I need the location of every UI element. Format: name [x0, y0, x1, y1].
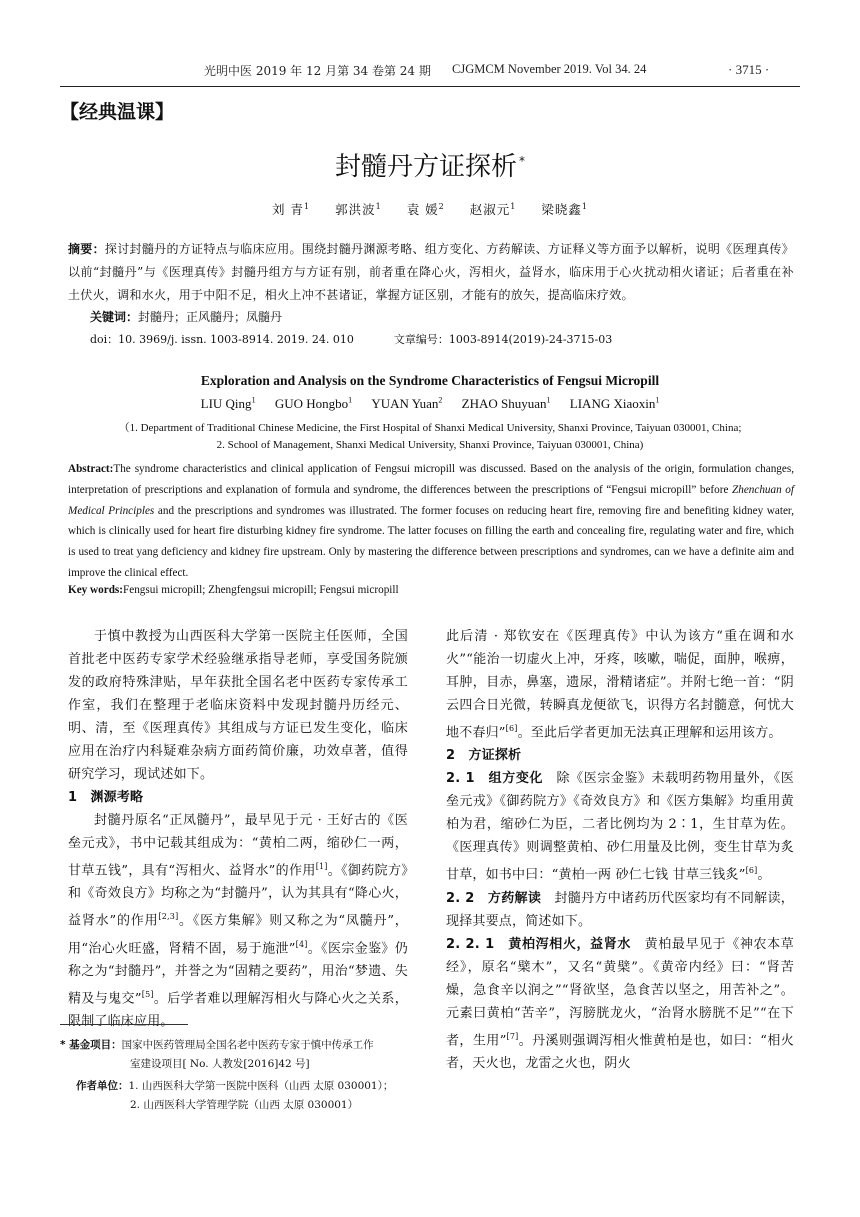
header-journal-en: CJGMCM November 2019. Vol 34. 24 — [452, 62, 647, 76]
heading-1: 1 渊源考略 — [68, 790, 144, 805]
author-en: ZHAO Shuyuan$^1$ — [461, 396, 551, 412]
header-rule — [60, 86, 800, 87]
author-cn: 梁晓鑫$^1$ — [541, 201, 588, 217]
section-tag: 【经典温课】 — [60, 101, 175, 123]
abstract-en-text-1: The syndrome characteristics and clinical application of Fengsui micropill was discussed. Based on the analysis of the origin, formulation changes, interpretation of prescriptions and explanation of formula and syndrome, the differences between the prescriptions of “Fengsui micropill” before — [68, 463, 794, 496]
footnote-rule — [60, 1024, 188, 1025]
keywords-en-label: Key words: — [68, 584, 123, 596]
origin-paragraph: 封髓丹原名“正凤髓丹”，最早见于元 · 王好古的《医垒元戎》，书中记载其组成为：“黄柏二两，缩砂仁一两，甘草五钱”，具有“泻相火、益肾水”的作用[1]。《御药院方》和《奇效良方》均称之为“封髓丹”，认为其具有“降心火，益肾水”的作用[2,3]。《医方集解》则又称之为“凤髓丹”，用“治心火旺盛，肾精不固，易于施泄”[4]。《医宗金鉴》仍称之为“封髓丹”，并誉之为“固精之要药”，用治“梦遗、失精及与鬼交”[5]。后学者难以理解泻相火与降心火之关系，限制了临床应用。 — [68, 813, 408, 1030]
author-en: GUO Hongbo$^1$ — [274, 396, 353, 412]
section-2-2-1: 2. 2. 1 黄柏泻相火，益肾水 黄柏最早见于《神农本草经》，原名“檗木”，又名“黄檗”。《黄帝内经》曰：“肾苦燥，急食辛以润之”“肾欲坚，急食苦以坚之，用苦补之”。元素曰黄柏“苦辛”，泻膀胱龙火，“治肾水膀胱不足”“在下者，生用”[7]。丹溪则强调泻相火惟黄柏是也，如曰：“相火者，天火也，龙雷之火也，阴火 — [446, 936, 794, 1071]
left-column — [68, 625, 408, 1033]
heading-2-2-1: 2. 2. 1 黄柏泻相火，益肾水 — [446, 936, 631, 952]
right-column — [446, 625, 794, 1075]
english-title: Exploration and Analysis on the Syndrome Characteristics of Fengsui Micropill — [200, 373, 660, 388]
keywords-en — [68, 584, 399, 596]
citation: [2,3] — [158, 912, 179, 922]
abstract-cn-label: 摘要： — [68, 242, 105, 256]
citation: [7] — [506, 1031, 519, 1041]
article-title-text: 封髓丹方证探析 — [334, 152, 517, 182]
heading-2-1: 2. 1 组方变化 — [446, 771, 543, 787]
author-cn: 刘 青$^1$ — [272, 201, 311, 217]
section-2-1: 2. 1 组方变化 除《医宗金鉴》未载明药物用量外，《医垒元戎》《御药院方》《奇效良方》和《医方集解》均重用黄柏为君，缩砂仁为臣，二者比例均为 2∶1，生甘草为佐。《医理真传》则调整黄柏、砂仁用量及比例，变生甘草为炙甘草，如书中曰：“黄柏一两 砂仁七钱 甘草三钱炙”[6]。 — [446, 771, 794, 883]
citation: [5] — [141, 989, 154, 999]
citation: [1] — [315, 862, 328, 871]
footnote-fund: * 基金项目：国家中医药管理局全国名老中医药专家于慎中传承工作 — [60, 1039, 374, 1051]
doi-line — [90, 331, 652, 347]
authors-cn — [0, 200, 860, 218]
footnote-unit-2: 2. 山西医科大学管理学院（山西 太原 030001） — [130, 1099, 359, 1111]
citation: [6] — [745, 866, 758, 876]
citation: [6] — [505, 724, 518, 733]
keywords-en-text: Fengsui micropill; Zhengfengsui micropill; Fengsui micropill — [123, 584, 399, 596]
author-en: LIU Qing$^1$ — [200, 396, 256, 412]
abstract-en-book-title: Zhenchuan of Medical Principles — [68, 483, 794, 517]
keywords-cn-text: 封髓丹；正风髓丹；凤髓丹 — [138, 310, 283, 324]
affiliation-en-1: （1. Department of Traditional Chinese Medicine, the First Hospital of Shanxi Medical University, Shanxi Province, Taiyuan 030001, China; — [118, 422, 742, 434]
affiliation-en-2: 2. School of Management, Shanxi Medical University, Shanxi Province, Taiyuan 030001, China) — [216, 439, 644, 451]
author-en: YUAN Yuan$^2$ — [371, 396, 443, 412]
intro-paragraph: 于慎中教授为山西医科大学第一医院主任医师，全国首批老中医药专家学术经验继承指导老师，享受国务院颁发的政府特殊津贴，早年获批全国名老中医药专家传承工作室，我们在整理于老临床资料中发现封髓丹历经元、明、清，至《医理真传》其组成与方证已发生变化，临床应用在治疗内科疑难杂病方面药简价廉，功效卓著，值得研究学习，现试述如下。 — [68, 629, 408, 782]
keywords-cn — [90, 308, 282, 325]
article-number: 文章编号：1003-8914(2019)-24-3715-03 — [393, 333, 613, 346]
footnote-unit: 作者单位：1. 山西医科大学第一医院中医科（山西 太原 030001）； — [76, 1080, 394, 1092]
author-cn: 袁 媛$^2$ — [406, 201, 445, 217]
doi: doi：10. 3969/j. issn. 1003-8914. 2019. 24. 010 — [90, 333, 354, 346]
heading-2: 2 方证探析 — [446, 748, 522, 764]
keywords-cn-label: 关键词： — [90, 310, 139, 324]
author-cn: 郭洪波$^1$ — [335, 201, 382, 217]
title-footnote-mark: * — [519, 154, 525, 169]
abstract-cn-text: 探讨封髓丹的方证特点与临床应用。围绕封髓丹渊源考略、组方变化、方药解读、方证释义等方面予以解析，说明《医理真传》以前“封髓丹”与《医理真传》封髓丹组方与方证有别，前者重在降心火，泻相火，益肾水，临床用于心火扰动相火诸证；后者重在补土伏火，调和水火，用于中阳不足，相火上冲不甚诸证，掌握方证区别，才能有的放矢，提高临床疗效。 — [68, 242, 794, 302]
section-2-2: 2. 2 方药解读 封髓丹方中诸药历代医家均有不同解读，现择其要点，简述如下。 — [446, 890, 794, 929]
author-en: LIANG Xiaoxin$^1$ — [569, 396, 660, 412]
header-journal-cn: 光明中医 2019 年 12 月第 34 卷第 24 期 — [204, 64, 431, 78]
continuation-paragraph: 此后清 · 郑钦安在《医理真传》中认为该方“重在调和水火”“能治一切虚火上冲，牙疼，咳嗽，喘促，面肿，喉痹，耳肿，目赤，鼻塞，遗尿，滑精诸症”。并附七绝一首：“阴云四合日光微，转瞬真龙便欲飞，识得方名封髓意，何忧大地不春归”[6]。至此后学者更加无法真正理解和运用该方。 — [446, 629, 794, 741]
header-page-number: · 3715 · — [728, 62, 770, 77]
footnote-fund-cont: 室建设项目[ No. 人教发[2016]42 号] — [130, 1058, 310, 1070]
authors-en — [0, 396, 860, 412]
heading-2-2: 2. 2 方药解读 — [446, 890, 542, 906]
article-title — [0, 146, 860, 183]
author-cn: 赵淑元$^1$ — [469, 201, 517, 217]
abstract-cn — [68, 238, 794, 307]
abstract-en-label: Abstract: — [68, 463, 114, 475]
abstract-en-text-2: and the prescriptions and syndromes was illustrated. The former focuses on reducing heart fire, removing fire and benefiting kidney water, which is clinically used for heart fire disturbing kidney fire syndrome. The latter focuses on filling the earth and concealing fire, regulating water and fire, which is used to treat yang deficiency and kidney fire upstream. Only by mastering the difference between prescriptions and syndromes, can we have a definite aim and improve the clinical effect. — [68, 504, 794, 579]
abstract-en — [68, 459, 794, 584]
citation: [4] — [295, 939, 308, 949]
